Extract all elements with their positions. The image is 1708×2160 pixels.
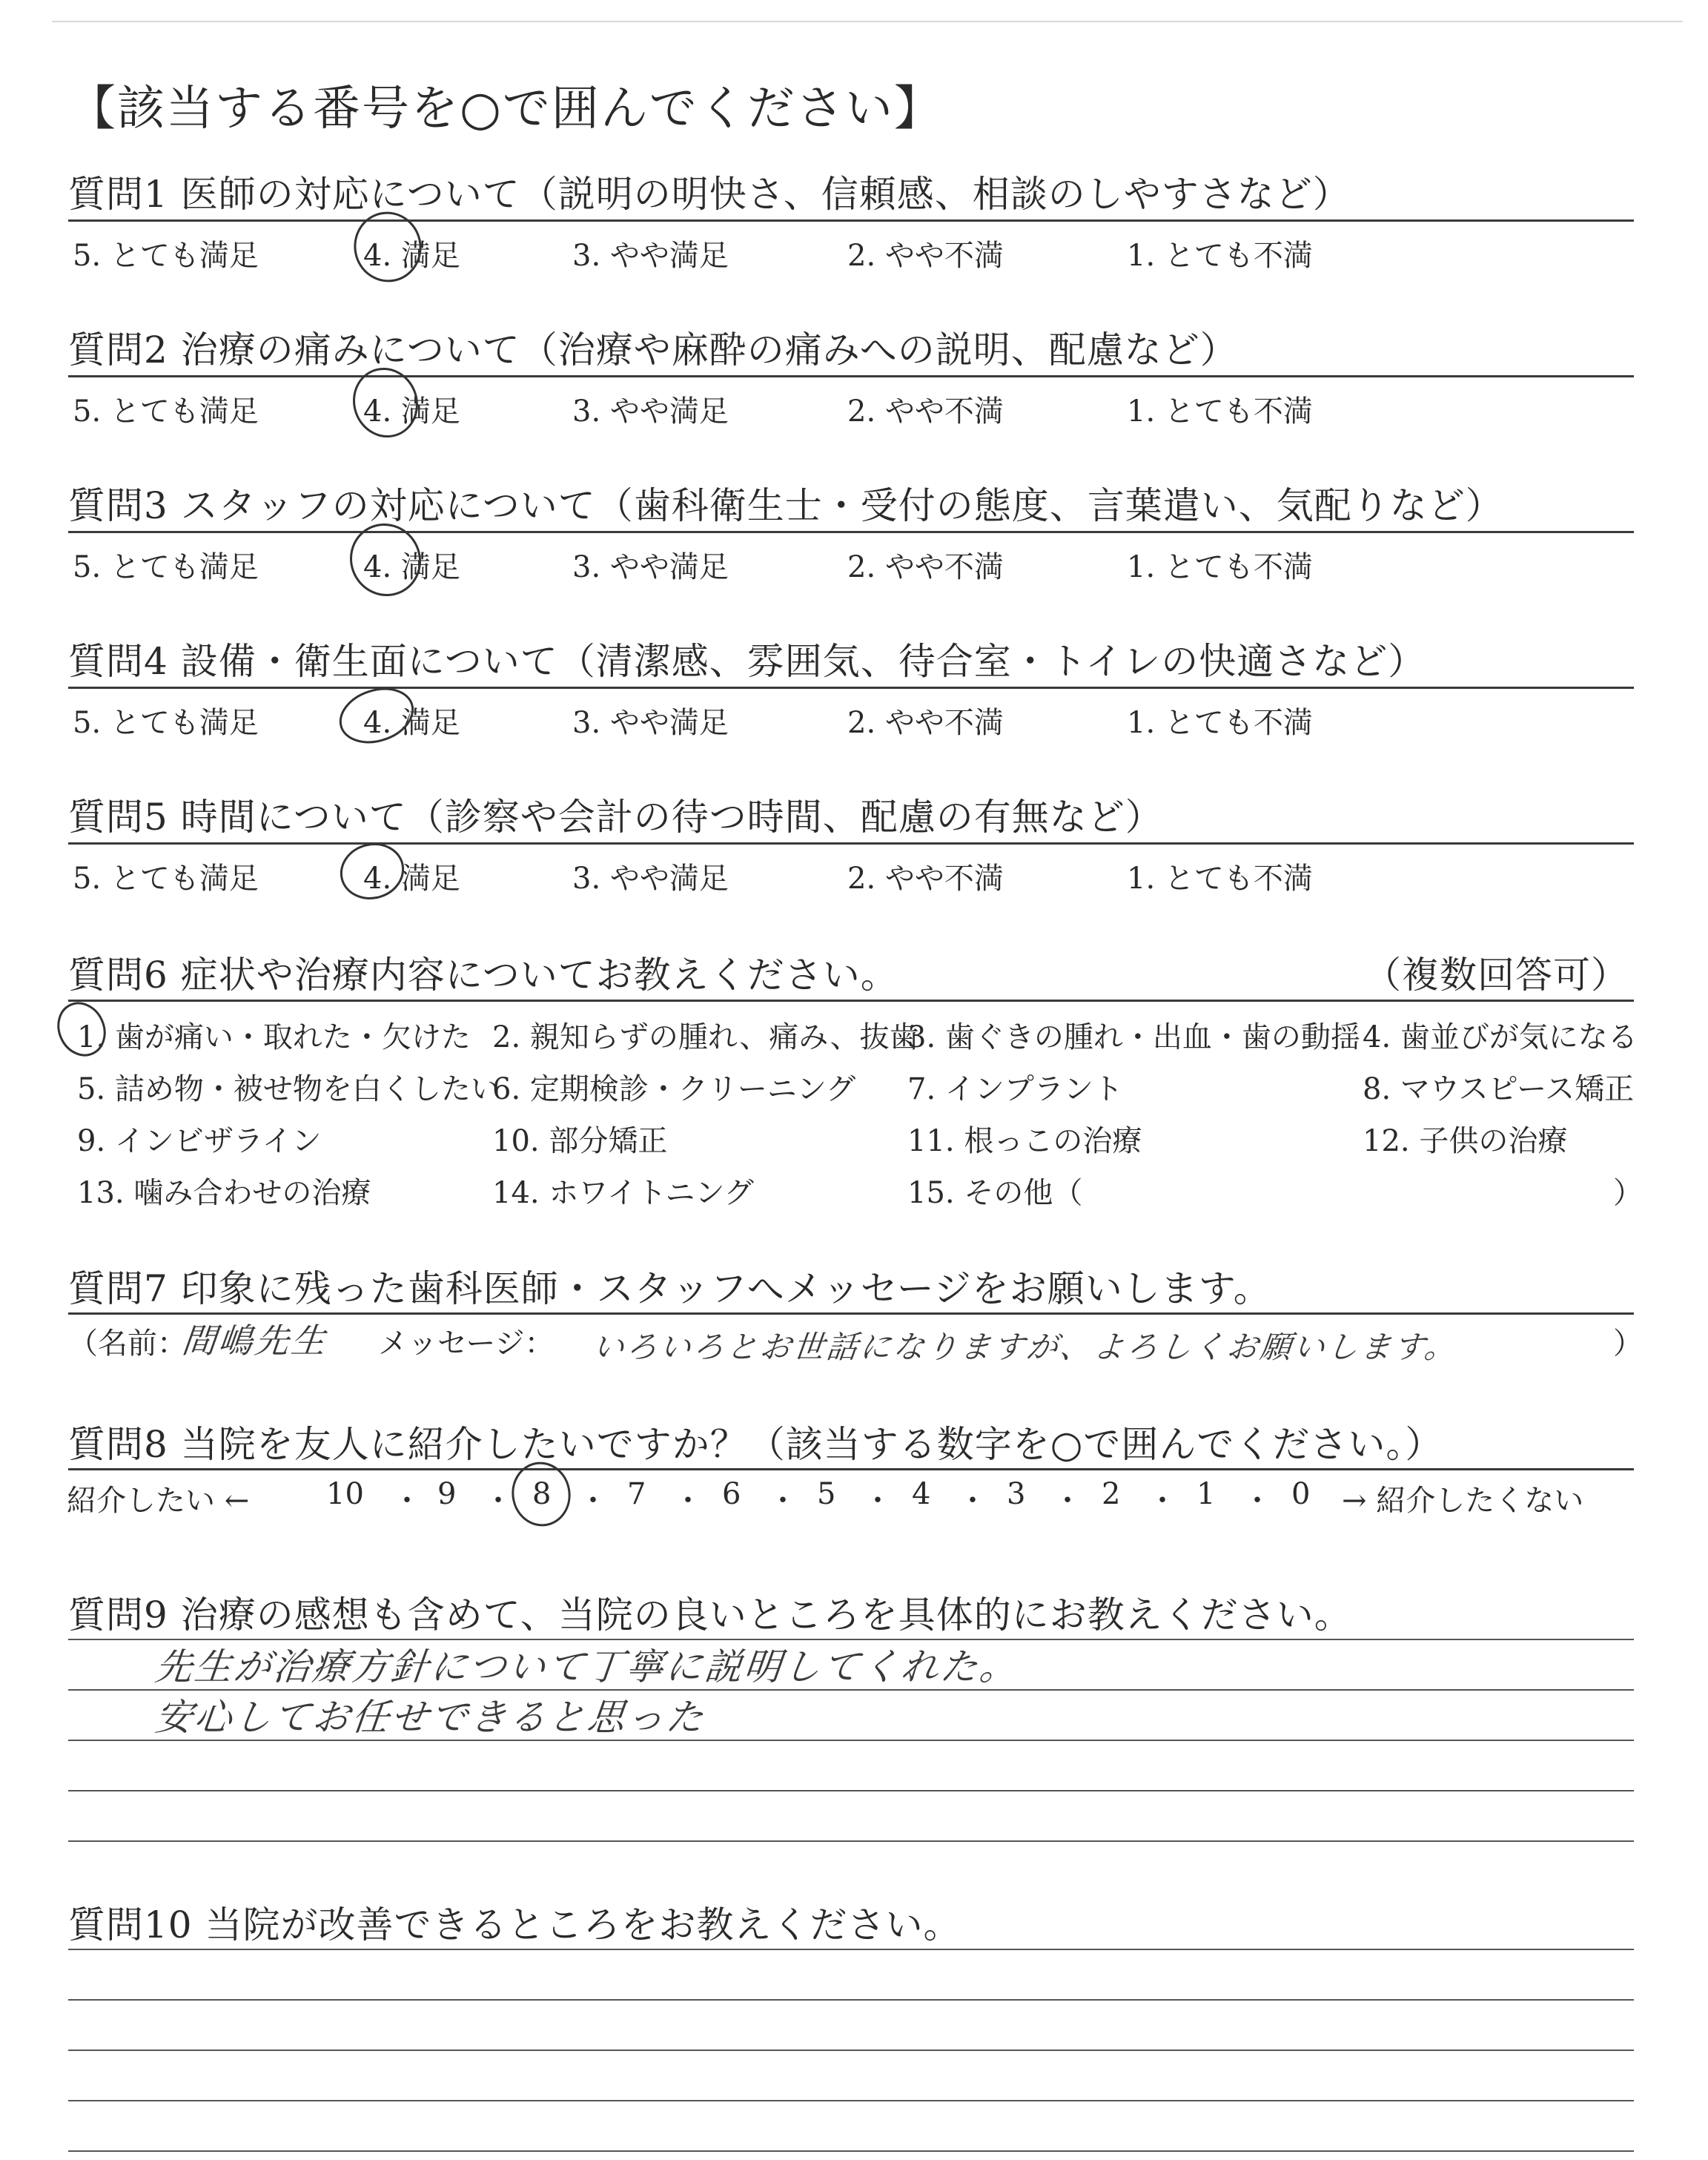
q8-separator: ・ [958,1484,987,1518]
q3-option-5[interactable]: 5. とても満足 [73,550,259,584]
q6-item-8[interactable]: 8. マウスピース矯正 [1363,1072,1635,1106]
q8-separator: ・ [392,1484,422,1518]
q8-scale-9[interactable]: 9 [437,1477,457,1511]
scan-edge-line [52,21,1683,22]
q6-item-1[interactable]: 1. 歯が痛い・取れた・欠けた [77,1020,471,1054]
q1-option-1[interactable]: 1. とても不満 [1127,239,1313,273]
q4-title: 質問4 設備・衛生面について（清潔感、雰囲気、待合室・トイレの快適さなど） [68,640,1426,683]
q6-item-4[interactable]: 4. 歯並びが気になる [1363,1020,1638,1054]
q9-answer-line [68,1790,1634,1791]
q6-item-15-close: ） [1613,1176,1643,1210]
q10-title: 質問10 当院が改善できるところをお教えください。 [68,1903,961,1946]
q6-item-9[interactable]: 9. インビザライン [77,1124,322,1158]
q10-answer-line[interactable] [68,2150,1634,2152]
q8-scale-1[interactable]: 1 [1196,1477,1216,1511]
q6-multi-answer-note: （複数回答可） [1364,954,1629,997]
q7-message-value[interactable]: いろいろとお世話になりますが、よろしくお願いします。 [591,1329,1460,1365]
q9-answer-text-1[interactable]: 先生が治療方針について丁寧に説明してくれた。 [153,1645,1022,1688]
q2-option-5[interactable]: 5. とても満足 [73,394,259,429]
q10-answer-line[interactable] [68,2050,1634,2051]
q2-option-3[interactable]: 3. やや満足 [572,394,729,429]
q1-title: 質問1 医師の対応について（説明の明快さ、信頼感、相談のしやすさなど） [68,173,1351,216]
q10-answer-line[interactable] [68,2100,1634,2101]
q8-scale-0[interactable]: 0 [1291,1477,1311,1511]
q6-item-3[interactable]: 3. 歯ぐきの腫れ・出血・歯の動揺 [907,1020,1360,1054]
q2-rule [68,375,1634,377]
q5-option-4[interactable]: 4. 満足 [363,862,460,896]
q8-separator: ・ [1148,1484,1177,1518]
q4-rule [68,687,1634,689]
q8-scale-4[interactable]: 4 [912,1477,931,1511]
q6-item-2[interactable]: 2. 親知らずの腫れ、痛み、抜歯 [492,1020,919,1054]
q2-option-2[interactable]: 2. やや不満 [847,394,1004,429]
q7-name-value[interactable]: 間嶋先生 [179,1321,330,1361]
q9-answer-line [68,1840,1634,1842]
q3-option-2[interactable]: 2. やや不満 [847,550,1004,584]
q10-answer-line[interactable] [68,1999,1634,2001]
q5-option-5[interactable]: 5. とても満足 [73,862,259,896]
q5-title: 質問5 時間について（診察や会計の待つ時間、配慮の有無など） [68,796,1163,839]
q3-option-3[interactable]: 3. やや満足 [572,550,729,584]
q8-separator: ・ [483,1484,513,1518]
q1-option-3[interactable]: 3. やや満足 [572,239,729,273]
q2-option-1[interactable]: 1. とても不満 [1127,394,1313,429]
page-heading: 【該当する番号を○で囲んでください】 [68,82,943,136]
q6-item-14[interactable]: 14. ホワイトニング [492,1176,754,1210]
q7-close-paren: ） [1613,1327,1643,1361]
q10-answer-line[interactable] [68,1949,1634,1950]
q3-option-4[interactable]: 4. 満足 [363,550,460,584]
q6-title: 質問6 症状や治療内容についてお教えください。 [68,954,898,997]
q3-rule [68,531,1634,533]
q5-option-3[interactable]: 3. やや満足 [572,862,729,896]
q4-option-4[interactable]: 4. 満足 [363,706,460,740]
q8-separator: ・ [1242,1484,1272,1518]
q8-separator: ・ [578,1484,608,1518]
q6-item-7[interactable]: 7. インプラント [907,1072,1123,1106]
q6-item-15[interactable]: 15. その他（ [907,1176,1083,1210]
q9-title: 質問9 治療の感想も含めて、当院の良いところを具体的にお教えください。 [68,1593,1352,1636]
q6-rule [68,1000,1634,1002]
q8-scale-8[interactable]: 8 [532,1477,552,1511]
q8-right-label: → 紹介したくない [1342,1484,1584,1518]
q5-rule [68,842,1634,845]
q6-item-13[interactable]: 13. 噛み合わせの治療 [77,1176,371,1210]
q9-answer-text-2[interactable]: 安心してお任せできると思った [153,1696,708,1739]
q8-separator: ・ [863,1484,893,1518]
q8-scale-10[interactable]: 10 [326,1477,364,1511]
q7-message-label: メッセージ： [378,1327,555,1361]
q1-option-5[interactable]: 5. とても満足 [73,239,259,273]
q4-option-5[interactable]: 5. とても満足 [73,706,259,740]
q4-option-1[interactable]: 1. とても不満 [1127,706,1313,740]
q3-title: 質問3 スタッフの対応について（歯科衛生士・受付の態度、言葉遣い、気配りなど） [68,484,1503,527]
q7-title: 質問7 印象に残った歯科医師・スタッフへメッセージをお願いします。 [68,1267,1271,1310]
q8-separator: ・ [768,1484,798,1518]
q4-option-3[interactable]: 3. やや満足 [572,706,729,740]
q5-option-2[interactable]: 2. やや不満 [847,862,1004,896]
q8-scale-3[interactable]: 3 [1007,1477,1026,1511]
q8-separator: ・ [1053,1484,1082,1518]
q5-option-1[interactable]: 1. とても不満 [1127,862,1313,896]
q8-left-label: 紹介したい ← [67,1484,250,1518]
q8-separator: ・ [673,1484,703,1518]
q4-option-2[interactable]: 2. やや不満 [847,706,1004,740]
q6-item-11[interactable]: 11. 根っこの治療 [907,1124,1142,1158]
q7-name-label: （名前： [68,1327,187,1361]
q8-title: 質問8 当院を友人に紹介したいですか？（該当する数字を○で囲んでください。） [68,1423,1443,1466]
q6-item-5[interactable]: 5. 詰め物・被せ物を白くしたい [77,1072,500,1106]
q6-item-6[interactable]: 6. 定期検診・クリーニング [492,1072,856,1106]
q1-rule [68,219,1634,222]
q6-item-12[interactable]: 12. 子供の治療 [1363,1124,1568,1158]
q2-option-4[interactable]: 4. 満足 [363,394,460,429]
q2-title: 質問2 治療の痛みについて（治療や麻酔の痛みへの説明、配慮など） [68,328,1238,371]
q8-scale-5[interactable]: 5 [817,1477,836,1511]
q9-answer-line [68,1740,1634,1741]
q1-option-4[interactable]: 4. 満足 [363,239,460,273]
q3-option-1[interactable]: 1. とても不満 [1127,550,1313,584]
q1-option-2[interactable]: 2. やや不満 [847,239,1004,273]
q8-scale-2[interactable]: 2 [1102,1477,1121,1511]
q8-scale-7[interactable]: 7 [627,1477,646,1511]
q6-item-10[interactable]: 10. 部分矯正 [492,1124,668,1158]
q8-rule [68,1468,1634,1470]
q8-scale-6[interactable]: 6 [722,1477,741,1511]
